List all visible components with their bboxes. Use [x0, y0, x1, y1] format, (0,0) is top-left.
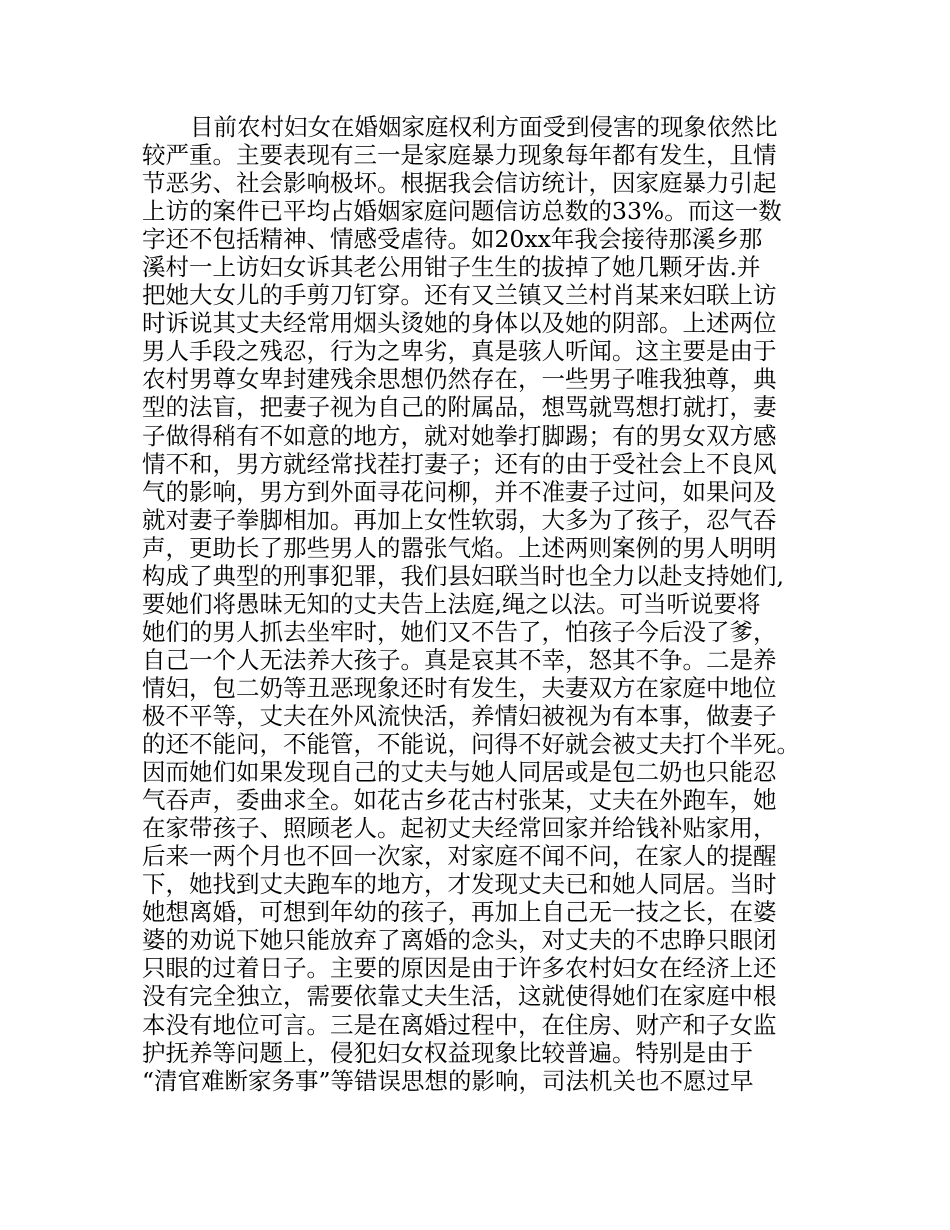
paragraph-line: 就对妻子拳脚相加。再加上女性软弱，大多为了孩子，忍气吞 [142, 505, 777, 534]
paragraph-line: 在家带孩子、照顾老人。起初丈夫经常回家并给钱补贴家用， [142, 814, 777, 843]
paragraph-line: 只眼的过着日子。主要的原因是由于许多农村妇女在经济上还 [142, 954, 777, 983]
paragraph-line: “清官难断家务事”等错误思想的影响，司法机关也不愿过早 [142, 1066, 754, 1095]
paragraph-line: 上访的案件已平均占婚姻家庭问题信访总数的33%。而这一数 [142, 197, 782, 226]
paragraph-line: 要她们将愚昧无知的丈夫告上法庭,绳之以法。可当听说要将 [142, 589, 761, 618]
paragraph-line: 型的法盲，把妻子视为自己的附属品，想骂就骂想打就打，妻 [142, 393, 777, 422]
paragraph-line: 没有完全独立，需要依靠丈夫生活，这就使得她们在家庭中根 [142, 982, 777, 1011]
body-paragraph [142, 113, 822, 1095]
paragraph-line: 情不和，男方就经常找茬打妻子；还有的由于受社会上不良风 [142, 449, 777, 478]
paragraph-line: 自己一个人无法养大孩子。真是哀其不幸，怒其不争。二是养 [142, 645, 777, 674]
paragraph-line: 字还不包括精神、情感受虐待。如20xx年我会接待那溪乡那 [142, 225, 763, 254]
paragraph-line: 目前农村妇女在婚姻家庭权利方面受到侵害的现象依然比 [190, 113, 778, 141]
paragraph-line: 婆的劝说下她只能放弃了离婚的念头，对丈夫的不忠睁只眼闭 [142, 926, 777, 955]
paragraph-line: 子做得稍有不如意的地方，就对她拳打脚踢；有的男女双方感 [142, 421, 777, 450]
paragraph-line: 较严重。主要表现有三一是家庭暴力现象每年都有发生，且情 [142, 141, 777, 170]
paragraph-line: 她想离婚，可想到年幼的孩子，再加上自己无一技之长，在婆 [142, 898, 777, 927]
paragraph-line: 后来一两个月也不回一次家，对家庭不闻不问，在家人的提醒 [142, 842, 777, 871]
paragraph-line: 本没有地位可言。三是在离婚过程中，在住房、财产和子女监 [142, 1010, 777, 1039]
paragraph-line: 情妇，包二奶等丑恶现象还时有发生，夫妻双方在家庭中地位 [142, 673, 777, 702]
paragraph-line: 农村男尊女卑封建残余思想仍然存在，一些男子唯我独尊，典 [142, 365, 777, 394]
paragraph-line: 节恶劣、社会影响极坏。根据我会信访统计，因家庭暴力引起 [142, 169, 777, 198]
paragraph-line: 男人手段之残忍，行为之卑劣，真是骇人听闻。这主要是由于 [142, 337, 777, 366]
paragraph-line: 构成了典型的刑事犯罪，我们县妇联当时也全力以赴支持她们, [142, 561, 784, 590]
paragraph-line: 声，更助长了那些男人的嚣张气焰。上述两则案例的男人明明 [142, 533, 777, 562]
paragraph-line: 气的影响，男方到外面寻花问柳，并不准妻子过问，如果问及 [142, 477, 777, 506]
paragraph-line: 把她大女儿的手剪刀钉穿。还有又兰镇又兰村肖某来妇联上访 [142, 281, 777, 310]
paragraph-line: 护抚养等问题上，侵犯妇女权益现象比较普遍。特别是由于 [142, 1038, 753, 1067]
paragraph-line: 下，她找到丈夫跑车的地方，才发现丈夫已和她人同居。当时 [142, 870, 777, 899]
paragraph-line: 因而她们如果发现自己的丈夫与她人同居或是包二奶也只能忍 [142, 758, 777, 787]
paragraph-line: 时诉说其丈夫经常用烟头烫她的身体以及她的阴部。上述两位 [142, 309, 777, 338]
paragraph-line: 极不平等，丈夫在外风流快活，养情妇被视为有本事，做妻子 [142, 701, 777, 730]
paragraph-line: 的还不能问，不能管，不能说，问得不好就会被丈夫打个半死。 [142, 730, 800, 759]
paragraph-line: 她们的男人抓去坐牢时，她们又不告了，怕孩子今后没了爹， [142, 617, 777, 646]
paragraph-line: 气吞声，委曲求全。如花古乡花古村张某，丈夫在外跑车，她 [142, 786, 777, 815]
paragraph-line: 溪村一上访妇女诉其老公用钳子生生的拔掉了她几颗牙齿.并 [142, 253, 761, 282]
